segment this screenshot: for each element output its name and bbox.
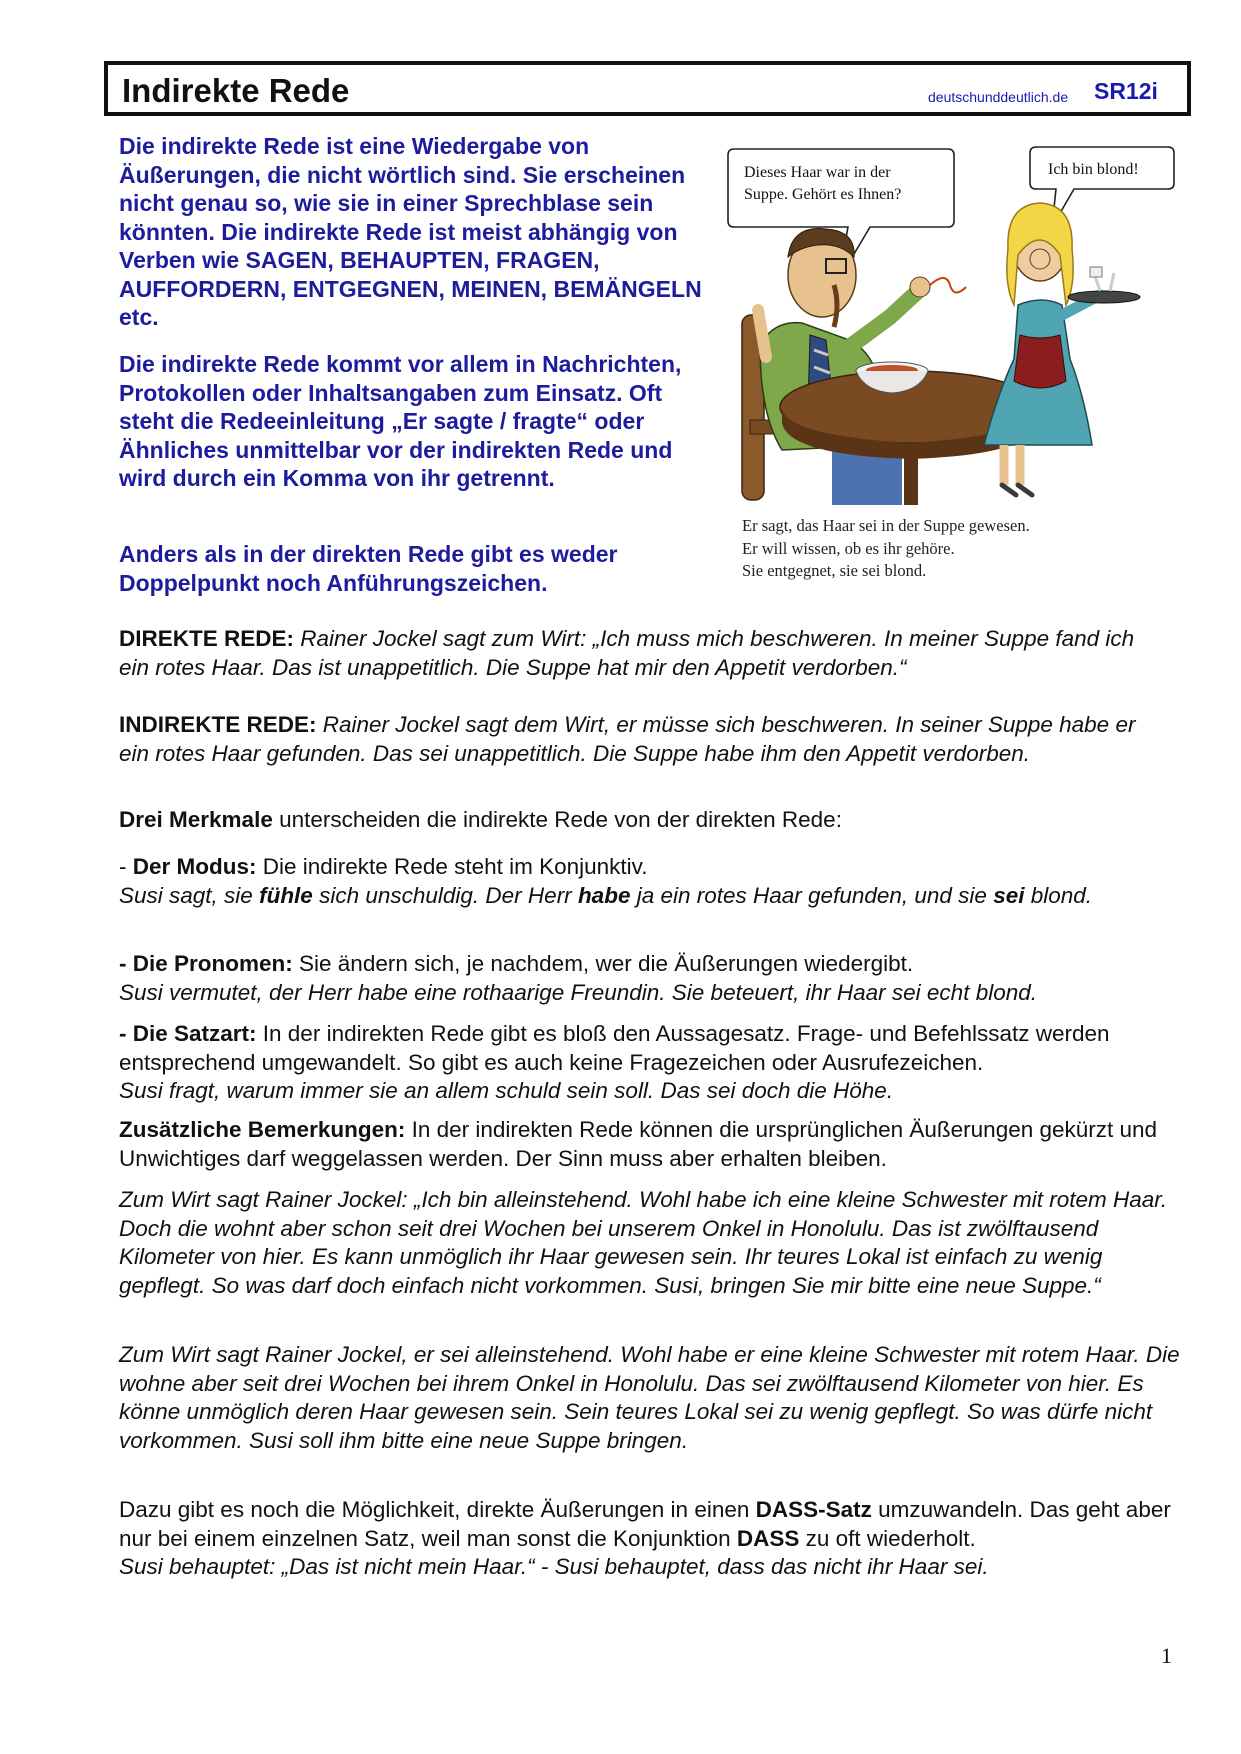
- intro-paragraph-2: Die indirekte Rede kommt vor allem in Nachrichten, Protokollen oder Inhaltsangaben zum Einsatz. Oft steht die Redeeinleitung „Er sagte / fragte“ oder Ähnliches unmittelbar vor der indirekten Rede und wird durch ein Komma von ihr getrennt.: [119, 351, 682, 491]
- merkmale-bold: Drei Merkmale: [119, 807, 273, 832]
- bubble-man-line-1: Dieses Haar war in der: [744, 164, 891, 181]
- page-number: 1: [1161, 1643, 1172, 1668]
- merkmale-paragraph: [119, 806, 1179, 835]
- modus-example: Susi sagt, sie fühle sich unschuldig. Der Herr habe ja ein rotes Haar gefunden, und sie sei blond.: [119, 882, 1093, 908]
- worksheet-code: SR12i: [1094, 78, 1158, 104]
- modus-text: Die indirekte Rede steht im Konjunktiv.: [256, 854, 648, 879]
- pronomen-example: Susi vermutet, der Herr habe eine rothaarige Freundin. Sie beteuert, ihr Haar sei echt blond.: [119, 979, 1037, 1005]
- pronomen-label: - Die Pronomen:: [119, 951, 293, 976]
- zusatz-paragraph: [119, 1116, 1179, 1173]
- example-indirect-paragraph: Zum Wirt sagt Rainer Jockel, er sei alleinstehend. Wohl habe er eine kleine Schwester mit rotem Haar. Die wohne aber seit drei Wochen bei ihrem Onkel in Honolulu. Das sei zwölftausend Kilometer von hier. Es könne unmöglich deren Haar gewesen sein. Sein teures Lokal sei zu wenig gepflegt. So was dürfe nicht vorkommen. Susi soll ihm bitte eine neue Suppe bringen.: [119, 1342, 1180, 1453]
- satzart-text: In der indirekten Rede gibt es bloß den Aussagesatz. Frage- und Befehlssatz werden entsprechend umgewandelt. So gibt es auch keine Fragezeichen oder Ausrufezeichen.: [119, 1021, 1110, 1075]
- site-link[interactable]: deutschunddeutlich.de: [928, 89, 1069, 105]
- caption-line-1: Er sagt, das Haar sei in der Suppe gewesen.: [742, 516, 1030, 535]
- satzart-example: Susi fragt, warum immer sie an allem schuld sein soll. Das sei doch die Höhe.: [119, 1078, 894, 1103]
- zusatz-text: In der indirekten Rede können die ursprünglichen Äußerungen gekürzt und Unwichtiges darf weggelassen werden. Der Sinn muss aber erhalten bleiben.: [119, 1117, 1158, 1171]
- intro-paragraph-1: Die indirekte Rede ist eine Wiedergabe von Äußerungen, die nicht wörtlich sind. Sie erscheinen nicht genau so, wie sie in einer Sprechblase sein könnten. Die indirekte Rede ist meist abhängig von Verben wie SAGEN, BEHAUPTEN, FRAGEN, AUFFORDERN, ENTGEGNEN, MEINEN, BEMÄNGELN etc.: [119, 133, 702, 330]
- indirekte-rede-label: INDIREKTE REDE:: [119, 712, 317, 737]
- intro-paragraph-3: Anders als in der direkten Rede gibt es weder Doppelpunkt noch Anführungszeichen.: [119, 541, 618, 596]
- modus-paragraph: [119, 853, 1169, 910]
- pronomen-paragraph: [119, 950, 1179, 1007]
- dass-bold: DASS: [736, 1525, 800, 1551]
- zusatz-label: Zusätzliche Bemerkungen:: [119, 1117, 406, 1142]
- figure-caption: [742, 515, 1030, 583]
- waitress-figure: [984, 203, 1140, 495]
- bubble-man-line-2: Suppe. Gehört es Ihnen?: [744, 186, 902, 203]
- caption-line-3: Sie entgegnet, sie sei blond.: [742, 561, 927, 580]
- merkmale-text: unterscheiden die indirekte Rede von der direkten Rede:: [272, 807, 842, 832]
- indirekte-rede-text: Rainer Jockel sagt dem Wirt, er müsse sich beschweren. In seiner Suppe habe er ein rotes Haar gefunden. Das sei unappetitlich. Die Suppe habe ihm den Appetit verdorben.: [119, 712, 1136, 766]
- satzart-paragraph: [119, 1020, 1184, 1106]
- dass-example: Susi behauptet: „Das ist nicht mein Haar.“ - Susi behauptet, dass das nicht ihr Haar sei.: [119, 1554, 989, 1579]
- direkte-rede-text: Rainer Jockel sagt zum Wirt: „Ich muss mich beschweren. In meiner Suppe fand ich ein rotes Haar. Das ist unappetitlich. Die Suppe hat mir den Appetit verdorben.“: [119, 626, 1135, 680]
- dass-satz-bold: DASS-Satz: [755, 1497, 872, 1522]
- header-box: [104, 61, 1191, 116]
- direkte-rede-label: DIREKTE REDE:: [119, 626, 295, 651]
- modus-label: Der Modus:: [132, 854, 257, 879]
- cartoon-illustration: [722, 145, 1192, 505]
- pronomen-text: Sie ändern sich, je nachdem, wer die Äußerungen wiedergibt.: [292, 951, 914, 976]
- page-title: Indirekte Rede: [122, 72, 350, 109]
- modus-dash: -: [119, 854, 133, 879]
- bubble-woman-text: Ich bin blond!: [1048, 161, 1139, 178]
- caption-line-2: Er will wissen, ob es ihr gehöre.: [742, 538, 955, 558]
- direkte-rede-paragraph: [119, 625, 1169, 682]
- satzart-label: - Die Satzart:: [119, 1021, 257, 1046]
- dass-paragraph: Dazu gibt es noch die Möglichkeit, direkte Äußerungen in einen DASS-Satz umzuwandeln. Das geht aber nur bei einem einzelnen Satz, weil man sonst die Konjunktion DASS zu oft wiederholt. Susi behauptet: „Das ist nicht mein Haar.“ - Susi behauptet, dass das nicht ihr Haar sei.: [119, 1497, 1171, 1579]
- example-direct-paragraph: Zum Wirt sagt Rainer Jockel: „Ich bin alleinstehend. Wohl habe ich eine kleine Schwester mit rotem Haar. Doch die wohnt aber schon seit drei Wochen bei unserem Onkel in Honolulu. Das ist zwölftausend Kilometer von hier. Es kann unmöglich ihr Haar gewesen sein. Ihr teures Lokal ist einfach zu wenig gepflegt. So was darf doch einfach nicht vorkommen. Susi, bringen Sie mir bitte eine neue Suppe.“: [119, 1187, 1168, 1298]
- indirekte-rede-paragraph: [119, 711, 1169, 768]
